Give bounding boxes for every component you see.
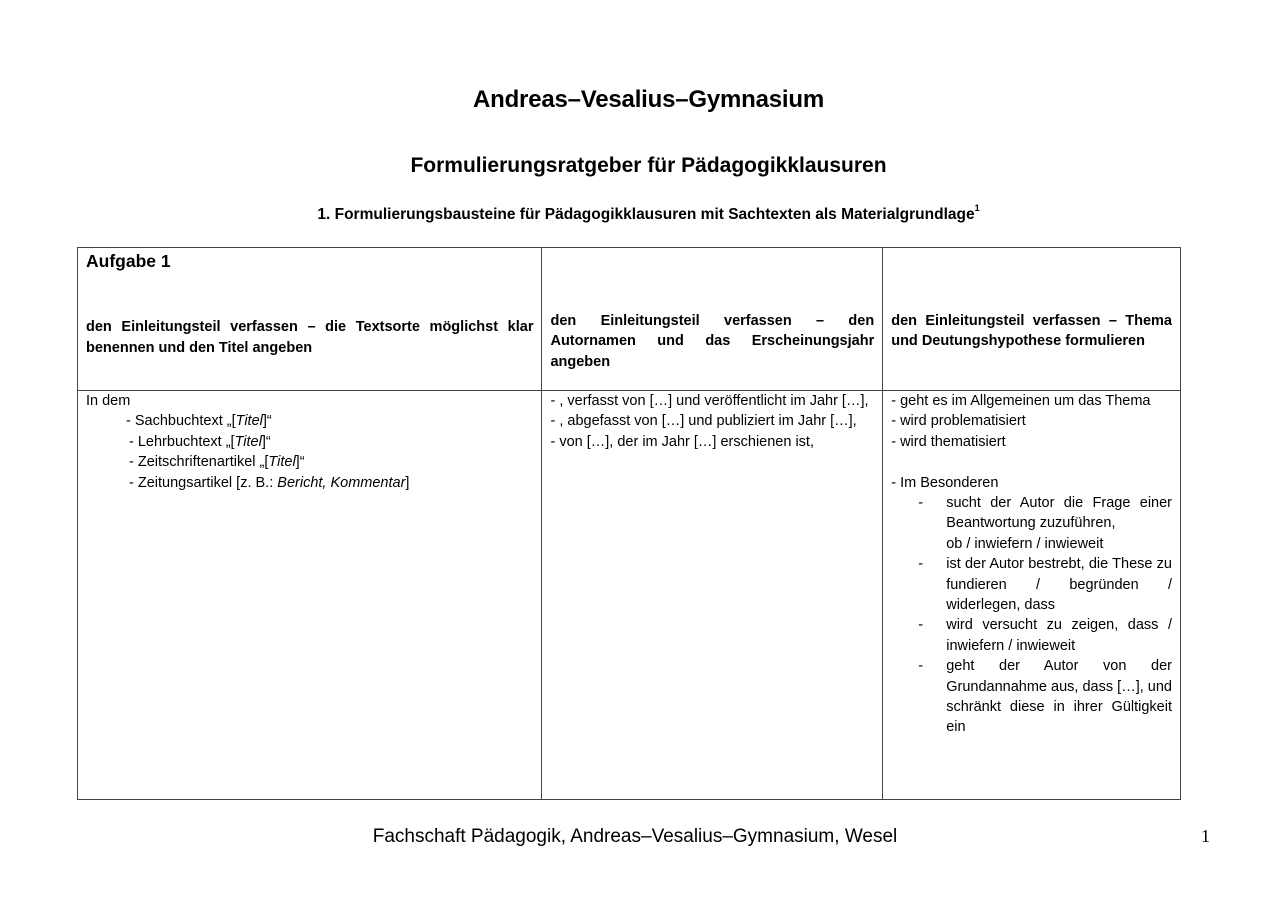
autor-phrase: - , verfasst von […] und veröffentlicht im Jahr […], xyxy=(550,393,869,409)
hypothesis-item: - wird versucht zu zeigen, dass / inwiefern / inwieweit xyxy=(918,617,1172,654)
header-cell-autor xyxy=(542,248,883,391)
column-header-autor: den Einleitungsteil verfassen – den Autornamen und das Erscheinungsjahr angeben xyxy=(550,313,875,370)
special-heading: - Im Besonderen xyxy=(891,474,999,491)
textsorte-item: - Zeitschriftenartikel „[Titel]“ xyxy=(129,454,305,471)
thema-phrase: - wird thematisiert xyxy=(891,433,1006,450)
task-label: Aufgabe 1 xyxy=(86,251,171,271)
document-subtitle: Formulierungsratgeber für Pädagogikklausuren xyxy=(410,154,887,177)
textsorte-item: - Lehrbuchtext „[Titel]“ xyxy=(129,433,271,450)
cell-thema xyxy=(883,391,1181,800)
column-header-thema: den Einleitungsteil verfassen – Thema und Deutungshypothese formulieren xyxy=(891,313,1172,350)
table-header-row xyxy=(78,248,1181,391)
cell-textsorte xyxy=(78,391,542,800)
formulation-table xyxy=(77,247,1181,800)
column-header-textsorte: den Einleitungsteil verfassen – die Textsorte möglichst klar benennen und den Titel angeben xyxy=(86,319,534,356)
section-heading-text: 1. Formulierungsbausteine für Pädagogikklausuren mit Sachtexten als Materialgrundlage xyxy=(317,206,975,224)
hypothesis-item: - sucht der Autor die Frage einer Beantwortung zuzuführen, ob / inwiefern / inwieweit xyxy=(918,495,1172,552)
header-cell-textsorte xyxy=(78,248,542,391)
autor-phrase: - , abgefasst von […] und publiziert im Jahr […], xyxy=(550,413,857,430)
table-body-row xyxy=(78,391,1181,800)
cell-autor xyxy=(542,391,883,800)
hypothesis-item: - geht der Autor von der Grundannahme aus, dass […], und schränkt diese in ihrer Gültigkeit ein xyxy=(918,658,1172,736)
textsorte-item: - Sachbuchtext „[Titel]“ xyxy=(126,413,272,430)
section-heading xyxy=(0,205,1280,224)
thema-phrase: - geht es im Allgemeinen um das Thema xyxy=(891,393,1151,409)
thema-phrase: - wird problematisiert xyxy=(891,413,1026,430)
hypothesis-item: - ist der Autor bestrebt, die These zu fundieren / begründen / widerlegen, dass xyxy=(918,556,1172,614)
textsorte-item: - Zeitungsartikel [z. B.: Bericht, Kommentar] xyxy=(129,474,410,491)
textsorte-intro: In dem xyxy=(86,393,131,409)
spacer xyxy=(891,452,1172,472)
header-cell-thema xyxy=(883,248,1181,391)
document-title: Andreas–Vesalius–Gymnasium xyxy=(473,86,824,113)
autor-phrase: - von […], der im Jahr […] erschienen ist, xyxy=(550,433,814,450)
page-number: 1 xyxy=(1201,826,1210,846)
page-footer: Fachschaft Pädagogik, Andreas–Vesalius–Gymnasium, Wesel xyxy=(372,826,898,847)
footnote-ref: 1 xyxy=(974,203,980,213)
